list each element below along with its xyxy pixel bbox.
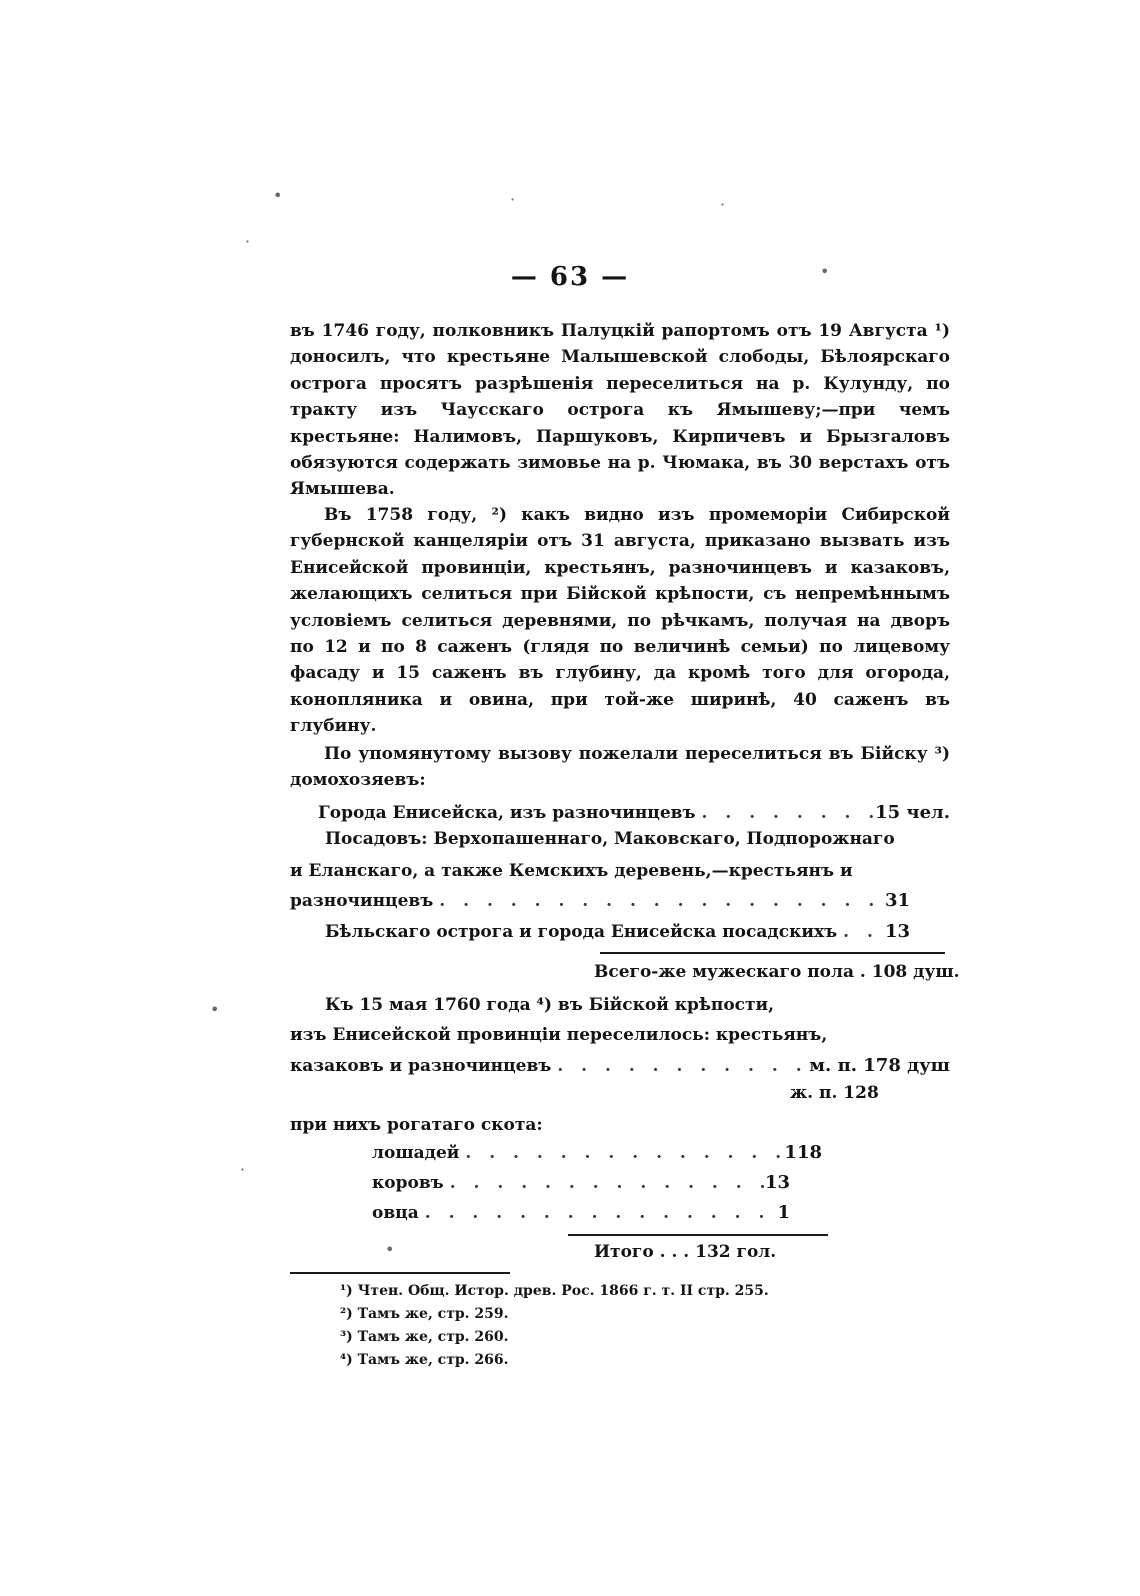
footnote-rule (290, 1272, 510, 1274)
scan-speck: • (820, 262, 830, 281)
paragraph-2: Въ 1758 году, ²) какъ видно изъ промеморіи Сибирской губернской канцеляріи отъ 31 августа, приказано вызвать изъ Енисейской провинціи, крестьянъ, разночинцевъ и казаковъ, желающихъ селиться при Бійской крѣпости, съ непремѣннымъ условіемъ селиться деревнями, по рѣчкамъ, получая на дворъ по 12 и по 8 саженъ (глядя по величинѣ семьи) по лицевому фасаду и 15 саженъ въ глубину, да кромѣ того для огорода, конопляника и овина, при той-же ширинѣ, 40 саженъ въ глубину. (290, 505, 950, 737)
row-label: овца (372, 1203, 419, 1223)
leader-dots (551, 1056, 809, 1076)
footnote-3: ³) Тамъ же, стр. 260. (340, 1329, 509, 1345)
leader-dots (459, 1143, 784, 1163)
settlers-row-2-line-a: Посадовъ: Верхопашеннаго, Маковскаго, Подпорожнаго (325, 829, 895, 849)
row-value: 15 чел. (875, 802, 950, 823)
footnote-4: ⁴) Тамъ же, стр. 266. (340, 1352, 509, 1368)
cattle-intro: при нихъ рогатаго скота: (290, 1115, 543, 1135)
row-value: 31 (884, 890, 910, 911)
settlers-total: Всего-же мужескаго пола . 108 душ. (594, 962, 960, 982)
settlers-row-1 (318, 802, 950, 823)
leader-dots (433, 891, 885, 911)
scan-speck: • (210, 1000, 220, 1019)
cattle-cows-row (372, 1172, 790, 1193)
scan-speck: · (240, 1160, 246, 1179)
paragraph-1: въ 1746 году, полковникъ Палуцкій рапортомъ отъ 19 Августа ¹) доносилъ, что крестьяне Малышевской слободы, Бѣлоярскаго острога просятъ разрѣшенія переселиться на р. Кулунду, по тракту изъ Чаусскаго острога къ Ямышеву;—при чемъ крестьяне: Налимовъ, Паршуковъ, Кирпичевъ и Брызгаловъ обязуются содержать зимовье на р. Чюмака, въ 30 верстахъ отъ Ямышева. (290, 321, 950, 500)
census-intro-line-a: Къ 15 мая 1760 года ⁴) въ Бійской крѣпости, (325, 995, 775, 1015)
row-value: 118 (784, 1142, 822, 1163)
scan-speck: · (510, 190, 516, 209)
leader-dots (444, 1173, 765, 1193)
scan-speck: · (245, 232, 251, 251)
row-label: коровъ (372, 1173, 444, 1193)
leader-dots (837, 922, 885, 942)
scan-speck: • (273, 186, 283, 205)
settlers-row-3 (325, 921, 910, 942)
row-label: Города Енисейска, изъ разночинцевъ (318, 803, 696, 823)
cattle-horses-row (372, 1142, 822, 1163)
census-intro-line-b: изъ Енисейской провинціи переселилось: крестьянъ, (290, 1025, 828, 1045)
row-value: м. п. 178 душ (809, 1055, 950, 1076)
census-male-row (290, 1055, 950, 1076)
footnote-2: ²) Тамъ же, стр. 259. (340, 1306, 509, 1322)
sum-rule (600, 952, 945, 954)
row-value: 13 (764, 1172, 790, 1193)
census-female-value: ж. п. 128 (790, 1083, 879, 1103)
row-label: разночинцевъ (290, 891, 434, 911)
footnote-1: ¹) Чтен. Общ. Истор. древ. Рос. 1866 г. т. II стр. 255. (340, 1283, 769, 1299)
row-label: Бѣльскаго острога и города Енисейска посадскихъ (325, 922, 838, 942)
scan-speck: • (385, 1240, 395, 1259)
row-label: лошадей (372, 1143, 460, 1163)
settlers-row-2 (290, 890, 910, 911)
scan-speck: · (720, 195, 726, 214)
cattle-total: Итого . . . 132 гол. (594, 1242, 777, 1262)
leader-dots (419, 1203, 778, 1223)
sum-rule (568, 1234, 828, 1236)
row-value: 13 (884, 921, 910, 942)
settlers-row-2-line-b: и Еланскаго, а также Кемскихъ деревень,—крестьянъ и (290, 861, 853, 881)
paragraph-3: По упомянутому вызову пожелали переселиться въ Бійску ³) домохозяевъ: (290, 744, 950, 791)
leader-dots (696, 803, 876, 823)
cattle-sheep-row (372, 1202, 790, 1223)
row-value: 1 (777, 1202, 790, 1223)
row-label: казаковъ и разночинцевъ (290, 1056, 552, 1076)
page-number: — 63 — (510, 262, 630, 292)
